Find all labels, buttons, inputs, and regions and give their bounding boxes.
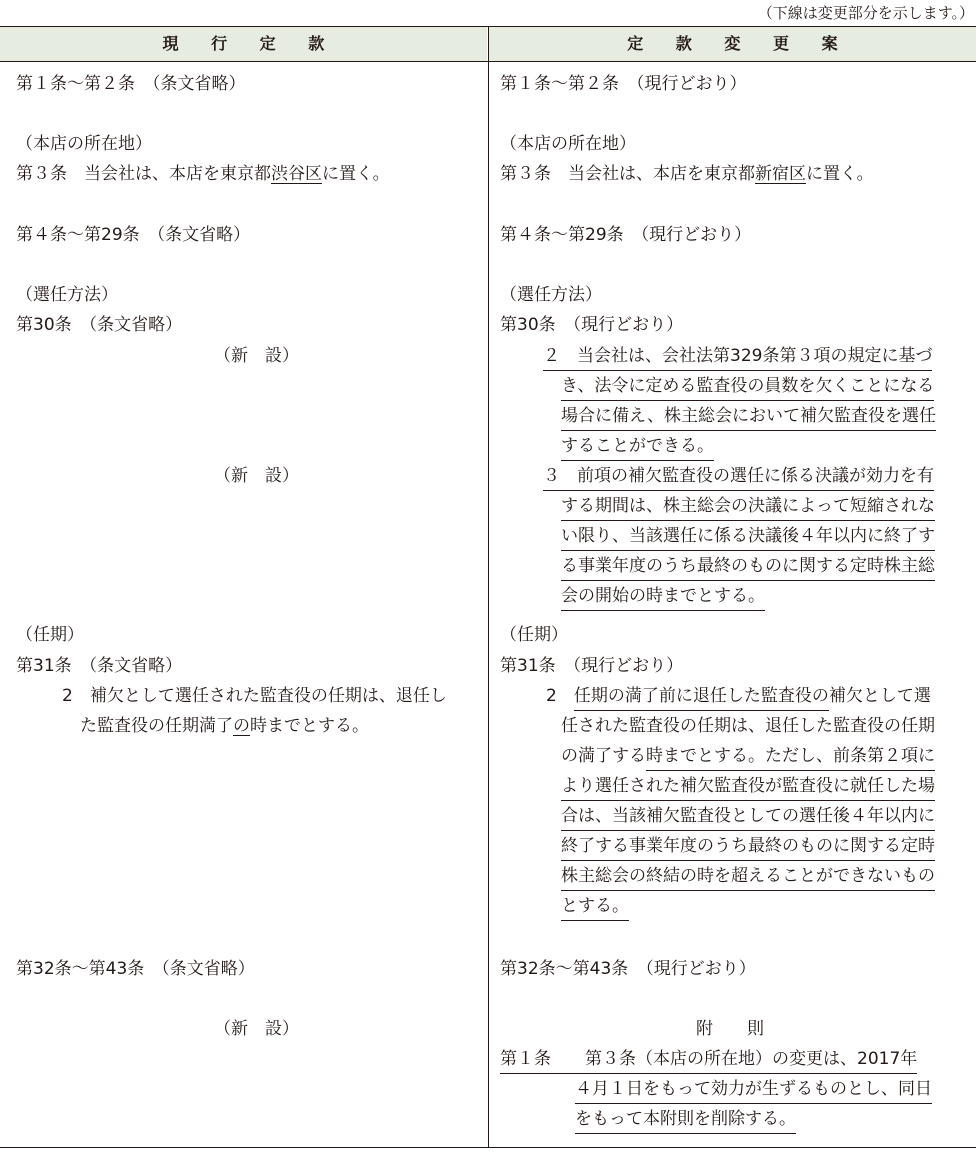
right-article-32-43: 第32条〜第43条 （現行どおり）: [500, 959, 756, 979]
left-article-31-text: た監査役の任期満了: [80, 716, 233, 736]
table-bottom-border: [0, 1147, 976, 1148]
right-para-31-line: 終了する事業年度のうち最終のものに関する定時: [561, 831, 935, 861]
header-current: 現 行 定 款: [162, 34, 325, 53]
left-new-provision-1: （新 設）: [214, 346, 299, 366]
left-article-4-29: 第４条〜第29条 （条文省略）: [16, 225, 251, 245]
right-para-31-line: より選任された補欠監査役が監査役に就任した場: [561, 771, 935, 801]
right-para-2-line: ２ 当会社は、会社法第329条第３項の規定に基づ: [543, 341, 932, 371]
right-para-3-line: ３ 前項の補欠監査役の選任に係る決議が効力を有: [543, 461, 934, 491]
note: （下線は変更部分を示します。）: [757, 4, 974, 22]
right-article-3-text: 第３条 当会社は、本店を東京都: [500, 164, 755, 184]
left-article-1-2: 第１条〜第２条 （条文省略）: [16, 74, 246, 94]
header-current-cell: [0, 27, 487, 61]
right-para-3-line: する期間は、株主総会の決議によって短縮されな: [561, 491, 935, 521]
right-para-31-line: 株主総会の終結の時を超えることができないもの: [561, 861, 935, 891]
right-heading-term: （任期）: [500, 625, 568, 645]
header-proposed-cell: [489, 27, 976, 61]
right-para-3-line: い限り、当該選任に係る決議後４年以内に終了す: [561, 521, 935, 551]
right-para-31-line: の満了する時までとする。ただし、前条第２項に: [561, 741, 935, 771]
right-para-3-line: 会の開始の時までとする。: [561, 581, 765, 611]
right-para-31-line: とする。: [561, 891, 629, 921]
right-para-2-line: 場合に備え、株主総会において補欠監査役を選任: [561, 401, 936, 431]
header-proposed: 定 款 変 更 案: [627, 34, 838, 53]
left-article-31-para-2-line-1: 2 補欠として選任された監査役の任期は、退任し: [62, 686, 447, 706]
right-para-31-line: 任された監査役の任期は、退任した監査役の任期: [561, 716, 935, 736]
right-article-3-changed: 新宿区: [755, 164, 806, 184]
right-para-31-line: 合は、当該補欠監査役としての選任後４年以内に: [561, 801, 935, 831]
right-article-3: [500, 159, 874, 189]
supplementary-provisions-title: 附 則: [696, 1019, 764, 1039]
right-article-3-text-end: に置く。: [806, 164, 874, 184]
right-heading-election: （選任方法）: [500, 285, 602, 305]
right-article-4-29: 第４条〜第29条 （現行どおり）: [500, 225, 752, 245]
right-para-2-line: き、法令に定める監査役の員数を欠くことになる: [561, 371, 934, 401]
para-number: 2: [546, 686, 574, 706]
left-article-3-text-end: に置く。: [322, 164, 390, 184]
left-article-31: 第31条 （条文省略）: [16, 656, 183, 676]
left-article-3-text: 第３条 当会社は、本店を東京都: [16, 164, 271, 184]
supplementary-line: 第１条 第３条（本店の所在地）の変更は、2017年: [500, 1044, 917, 1074]
left-article-31-changed: の: [233, 716, 250, 736]
left-article-30: 第30条 （条文省略）: [16, 315, 183, 335]
left-article-31-text-end: 時までとする。: [250, 716, 369, 736]
right-para-3-line: る事業年度のうち最終のものに関する定時株主総: [561, 551, 935, 581]
supplementary-line: をもって本附則を削除する。: [575, 1104, 796, 1134]
supplementary-line: ４月１日をもって効力が生ずるものとし、同日: [575, 1074, 932, 1104]
left-article-3-changed: 渋谷区: [271, 164, 322, 184]
left-article-31-para-2-line-2: [80, 711, 369, 741]
right-article-1-2: 第１条〜第２条 （現行どおり）: [500, 74, 747, 94]
left-article-32-43: 第32条〜第43条 （条文省略）: [16, 959, 255, 979]
left-article-3: [16, 159, 390, 189]
left-new-provision-2: （新 設）: [214, 466, 299, 486]
right-article-30: 第30条 （現行どおり）: [500, 315, 684, 335]
left-new-provision-3: （新 設）: [214, 1019, 299, 1039]
column-divider: [488, 26, 489, 1148]
right-para-2-line: することができる。: [561, 431, 714, 461]
right-article-31: 第31条 （現行どおり）: [500, 656, 684, 676]
right-para-31-line: 2 任期の満了前に退任した監査役の補欠として選: [546, 681, 931, 711]
right-heading-head-office: （本店の所在地）: [500, 134, 636, 154]
left-heading-election: （選任方法）: [16, 285, 118, 305]
left-heading-term: （任期）: [16, 625, 84, 645]
left-heading-head-office: （本店の所在地）: [16, 134, 152, 154]
